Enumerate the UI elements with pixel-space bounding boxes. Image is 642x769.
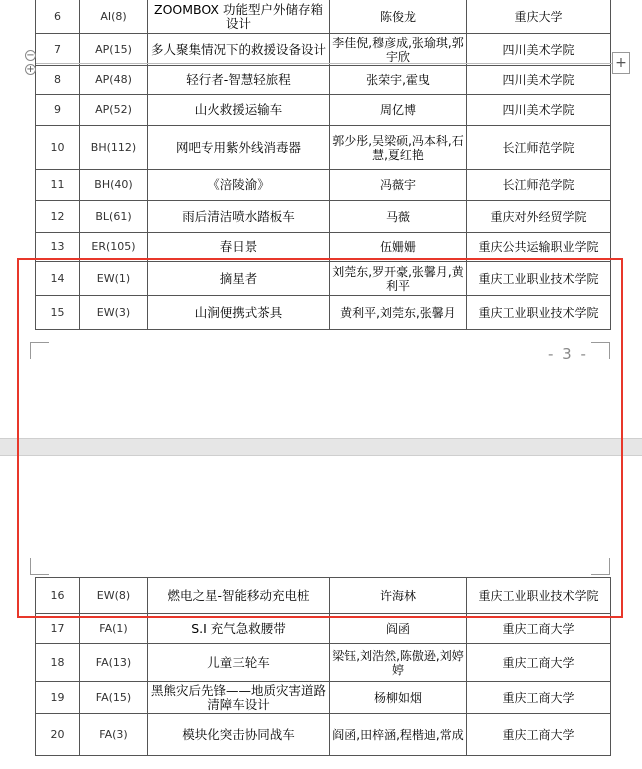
entry-code: FA(1): [80, 614, 148, 644]
entry-authors: 周亿博: [330, 95, 467, 126]
entry-school: 长江师范学院: [467, 170, 611, 201]
row-number: 14: [36, 262, 80, 296]
entry-school: 重庆工商大学: [467, 614, 611, 644]
entry-code: BL(61): [80, 201, 148, 233]
table-row: [36, 644, 611, 682]
row-number: 20: [36, 714, 80, 756]
row-number: 13: [36, 233, 80, 262]
table-row: [36, 34, 611, 66]
row-number: 12: [36, 201, 80, 233]
entry-authors: 杨柳如烟: [330, 682, 467, 714]
awards-table-top: [35, 0, 611, 330]
row-number: 17: [36, 614, 80, 644]
entry-authors: 黄利平,刘莞东,张馨月: [330, 296, 467, 330]
page-number: - 3 -: [548, 345, 588, 363]
row-number: 11: [36, 170, 80, 201]
entry-school: 重庆工业职业技术学院: [467, 262, 611, 296]
row-number: 10: [36, 126, 80, 170]
entry-school: 重庆工商大学: [467, 714, 611, 756]
entry-title: 春日景: [148, 233, 330, 262]
entry-school: 重庆工业职业技术学院: [467, 296, 611, 330]
table-row: [36, 614, 611, 644]
entry-school: 重庆公共运输职业学院: [467, 233, 611, 262]
entry-authors: 刘莞东,罗开豪,张馨月,黄利平: [330, 262, 467, 296]
entry-school: 重庆工商大学: [467, 682, 611, 714]
entry-school: 四川美术学院: [467, 95, 611, 126]
table-row: [36, 233, 611, 262]
row-number: 8: [36, 66, 80, 95]
entry-code: FA(3): [80, 714, 148, 756]
entry-title: 雨后清洁喷水踏板车: [148, 201, 330, 233]
entry-code: ER(105): [80, 233, 148, 262]
insert-row-guide: [36, 63, 612, 64]
entry-authors: 郭少彤,吴梁硕,冯本科,石慧,夏红艳: [330, 126, 467, 170]
entry-code: AP(15): [80, 34, 148, 66]
row-number: 19: [36, 682, 80, 714]
entry-code: FA(13): [80, 644, 148, 682]
entry-title: S.I 充气急救腰带: [148, 614, 330, 644]
table-row: [36, 682, 611, 714]
entry-school: 重庆对外经贸学院: [467, 201, 611, 233]
row-number: 6: [36, 0, 80, 34]
add-row-button[interactable]: +: [612, 52, 630, 74]
entry-authors: 张荣宇,霍曳: [330, 66, 467, 95]
page-corner-mark: [591, 342, 610, 359]
entry-school: 四川美术学院: [467, 66, 611, 95]
page-gap: [0, 438, 642, 456]
entry-title: 模块化突击协同战车: [148, 714, 330, 756]
row-number: 16: [36, 578, 80, 614]
entry-code: AP(52): [80, 95, 148, 126]
entry-title: 燃电之星-智能移动充电桩: [148, 578, 330, 614]
entry-title: 山涧便携式茶具: [148, 296, 330, 330]
table-row: [36, 262, 611, 296]
entry-title: 摘星者: [148, 262, 330, 296]
table-row: [36, 714, 611, 756]
entry-title: ZOOMBOX 功能型户外储存箱设计: [148, 0, 330, 34]
entry-authors: 陈俊龙: [330, 0, 467, 34]
entry-title: 山火救援运输车: [148, 95, 330, 126]
page-corner-mark: [30, 342, 49, 359]
entry-school: 长江师范学院: [467, 126, 611, 170]
table-row: [36, 95, 611, 126]
entry-code: BH(40): [80, 170, 148, 201]
entry-authors: 许海林: [330, 578, 467, 614]
table-row: [36, 201, 611, 233]
table-row: [36, 126, 611, 170]
page-corner-mark: [30, 558, 49, 575]
entry-title: 儿童三轮车: [148, 644, 330, 682]
page-corner-mark: [591, 558, 610, 575]
entry-authors: 李佳倪,穆彦成,张瑜琪,郭宇欣: [330, 34, 467, 66]
row-number: 7: [36, 34, 80, 66]
entry-school: 重庆工业职业技术学院: [467, 578, 611, 614]
table-row: [36, 0, 611, 34]
entry-title: 网吧专用紫外线消毒器: [148, 126, 330, 170]
row-number: 18: [36, 644, 80, 682]
entry-code: EW(1): [80, 262, 148, 296]
row-number: 15: [36, 296, 80, 330]
table-row: [36, 578, 611, 614]
entry-title: 《涪陵渝》: [148, 170, 330, 201]
entry-authors: 冯薇宇: [330, 170, 467, 201]
entry-school: 重庆工商大学: [467, 644, 611, 682]
entry-code: EW(8): [80, 578, 148, 614]
entry-authors: 梁钰,刘浩然,陈傲逊,刘婷婷: [330, 644, 467, 682]
entry-authors: 阎函,田梓涵,程楷迪,常成: [330, 714, 467, 756]
awards-table-bottom: [35, 577, 611, 756]
entry-authors: 阎函: [330, 614, 467, 644]
entry-code: BH(112): [80, 126, 148, 170]
table-move-handle-icon[interactable]: +: [26, 64, 35, 75]
entry-code: EW(3): [80, 296, 148, 330]
entry-school: 四川美术学院: [467, 34, 611, 66]
table-row: [36, 66, 611, 95]
entry-code: AP(48): [80, 66, 148, 95]
entry-school: 重庆大学: [467, 0, 611, 34]
table-row: [36, 170, 611, 201]
entry-title: 轻行者-智慧轻旅程: [148, 66, 330, 95]
row-number: 9: [36, 95, 80, 126]
entry-title: 多人聚集情况下的救援设备设计: [148, 34, 330, 66]
entry-authors: 马薇: [330, 201, 467, 233]
entry-code: FA(15): [80, 682, 148, 714]
table-row: [36, 296, 611, 330]
delete-row-icon[interactable]: −: [26, 50, 35, 61]
entry-authors: 伍姗姗: [330, 233, 467, 262]
entry-title: 黑熊灾后先锋——地质灾害道路清障车设计: [148, 682, 330, 714]
entry-code: AI(8): [80, 0, 148, 34]
